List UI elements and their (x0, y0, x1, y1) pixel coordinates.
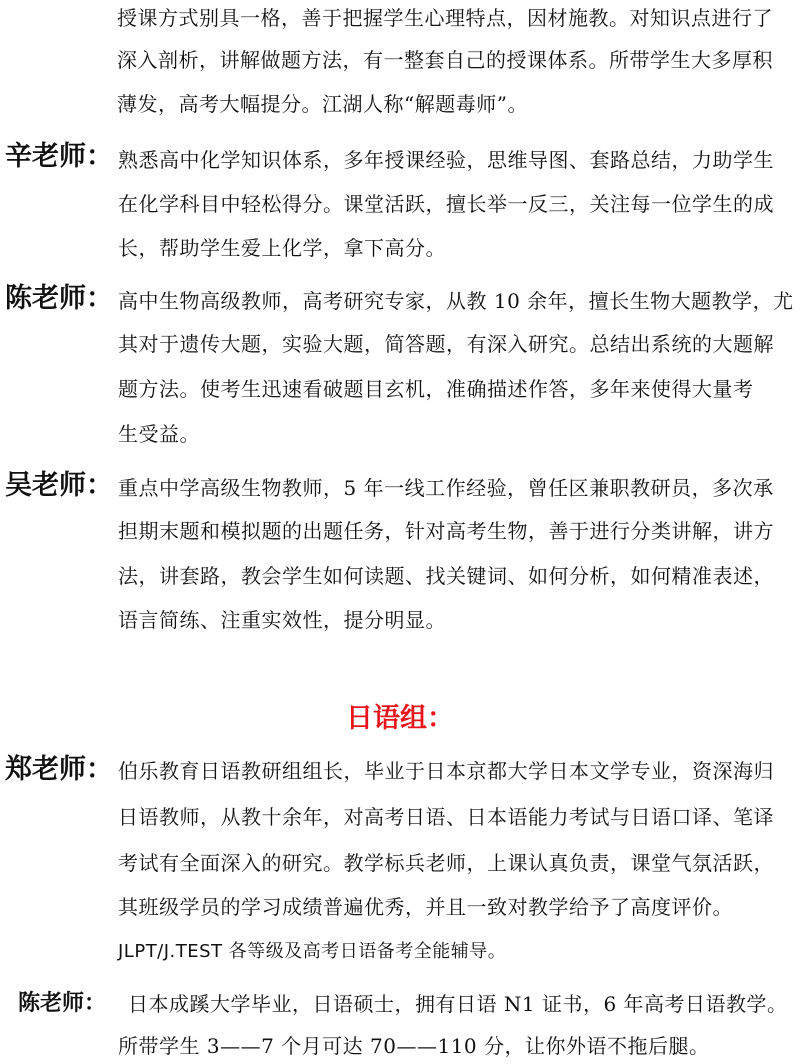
teacher-bio-line: 其对于遗传大题，实验大题，简答题，有深入研究。总结出系统的大题解 (118, 332, 774, 356)
intro-line: 薄发，高考大幅提分。江湖人称“解题毒师”。 (117, 92, 528, 116)
intro-line: 授课方式别具一格，善于把握学生心理特点，因材施教。对知识点进行了 (117, 6, 773, 30)
teacher-bio-line: 法，讲套路，教会学生如何读题、找关键词、如何分析，如何精准表述， (118, 564, 774, 588)
section-title-japanese: 日语组： (346, 703, 454, 734)
teacher-bio-line: 重点中学高级生物教师，5 年一线工作经验，曾任区兼职教研员，多次承 (118, 476, 774, 500)
teacher-bio-line: 所带学生 3——7 个月可达 70——110 分，让你外语不拖后腿。 (118, 1034, 710, 1058)
teacher-bio-line: JLPT/J.TEST 各等级及高考日语备考全能辅导。 (118, 941, 507, 962)
teacher-bio-line: 伯乐教育日语教研组组长，毕业于日本京都大学日本文学专业，资深海归 (118, 759, 774, 783)
teacher-name: 陈老师： (18, 991, 107, 1016)
teacher-bio-line: 高中生物高级教师，高考研究专家，从教 10 余年，擅长生物大题教学，尤 (118, 289, 794, 313)
teacher-bio-line: 考试有全面深入的研究。教学标兵老师，上课认真负责，课堂气氛活跃， (118, 851, 774, 875)
teacher-bio-line: 语言简练、注重实效性，提分明显。 (118, 608, 446, 632)
teacher-bio-line: 其班级学员的学习成绩普遍优秀，并且一致对教学给予了高度评价。 (118, 895, 733, 919)
teacher-bio-line: 日本成蹊大学毕业，日语硕士，拥有日语 N1 证书，6 年高考日语教学。 (128, 992, 788, 1016)
teacher-name: 辛老师： (5, 141, 113, 172)
teacher-name: 郑老师： (5, 754, 113, 785)
teacher-bio-line: 生受益。 (118, 422, 200, 446)
teacher-bio-line: 担期末题和模拟题的出题任务，针对高考生物，善于进行分类讲解，讲方 (118, 519, 774, 543)
teacher-bio-line: 长，帮助学生爱上化学，拿下高分。 (118, 236, 446, 260)
teacher-bio-line: 题方法。使考生迅速看破题目玄机，准确描述作答，多年来使得大量考 (118, 377, 754, 401)
teacher-bio-line: 在化学科目中轻松得分。课堂活跃，擅长举一反三，关注每一位学生的成 (118, 192, 774, 216)
teacher-bio-line: 熟悉高中化学知识体系，多年授课经验，思维导图、套路总结，力助学生 (118, 148, 774, 172)
teacher-name: 陈老师： (5, 283, 113, 314)
teacher-bio-line: 日语教师，从教十余年，对高考日语、日本语能力考试与日语口译、笔译 (118, 805, 774, 829)
teacher-name: 吴老师： (5, 470, 113, 501)
intro-line: 深入剖析，讲解做题方法，有一整套自己的授课体系。所带学生大多厚积 (117, 48, 773, 72)
